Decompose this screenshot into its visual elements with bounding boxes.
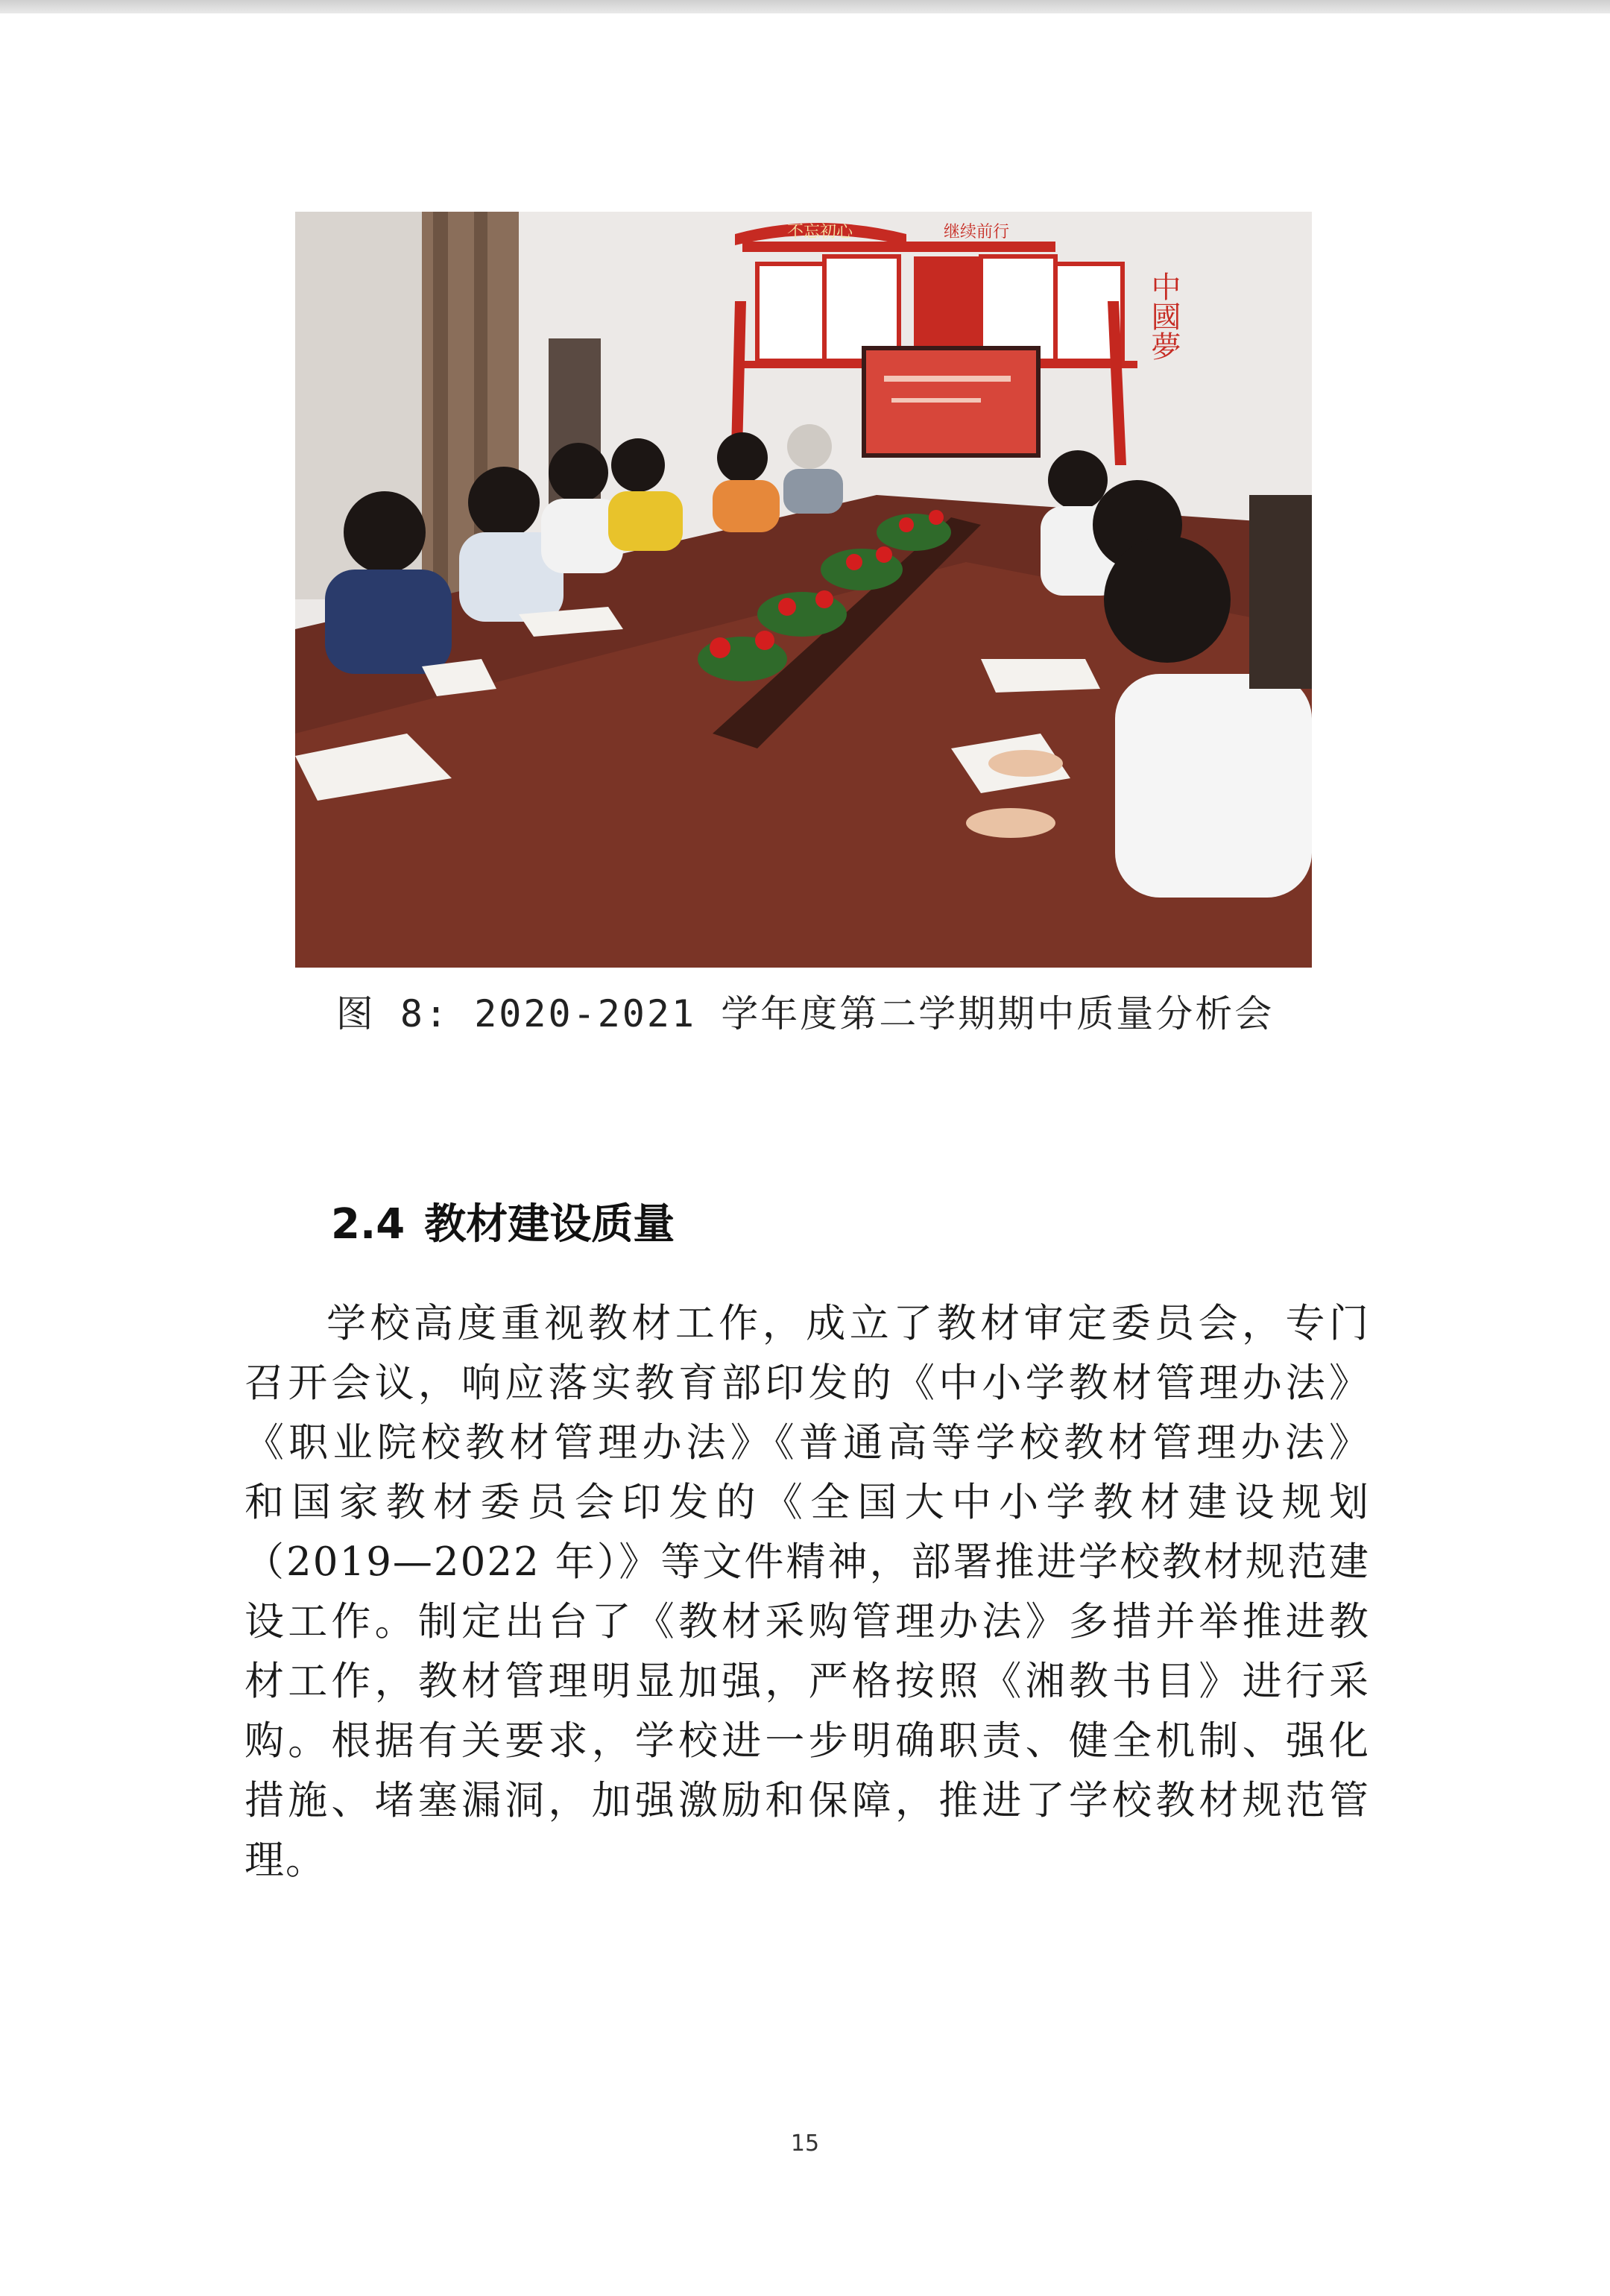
paragraph-line: 材工作，教材管理明显加强，严格按照《湘教书目》进行采 xyxy=(244,1659,1370,1704)
paragraph-line: 和国家教材委员会印发的《全国大中小学教材建设规划 xyxy=(244,1480,1370,1525)
paragraph-line: 设工作。制定出台了《教材采购管理办法》多措并举推进教 xyxy=(244,1599,1370,1644)
body-paragraph xyxy=(244,1294,1370,1890)
paragraph-line: 理。 xyxy=(244,1838,326,1883)
paragraph-line: 措施、堵塞漏洞，加强激励和保障，推进了学校教材规范管 xyxy=(244,1778,1370,1823)
section-heading xyxy=(331,1191,675,1251)
paragraph-line: 《职业院校教材管理办法》《普通高等学校教材管理办法》 xyxy=(244,1420,1370,1466)
meeting-photo xyxy=(295,212,1312,968)
wall-slogan: 中國夢 xyxy=(1146,271,1181,361)
paragraph-line: 购。根据有关要求，学校进一步明确职责、健全机制、强化 xyxy=(244,1718,1370,1764)
banner-left: 不忘初心 xyxy=(787,223,853,242)
page-number: 15 xyxy=(790,2131,820,2157)
section-number: 2.4 xyxy=(331,1200,405,1249)
section-title: 教材建设质量 xyxy=(424,1200,675,1249)
paragraph-line: 学校高度重视教材工作，成立了教材审定委员会，专门 xyxy=(326,1301,1370,1346)
paragraph-line: 召开会议，响应落实教育部印发的《中小学教材管理办法》 xyxy=(244,1360,1370,1406)
scan-top-edge xyxy=(0,0,1610,13)
banner-right: 继续前行 xyxy=(944,223,1010,242)
figure-caption: 图 8: 2020-2021 学年度第二学期期中质量分析会 xyxy=(335,992,1275,1035)
paragraph-line: （2019—2022 年）》等文件精神，部署推进学校教材规范建 xyxy=(244,1539,1370,1585)
